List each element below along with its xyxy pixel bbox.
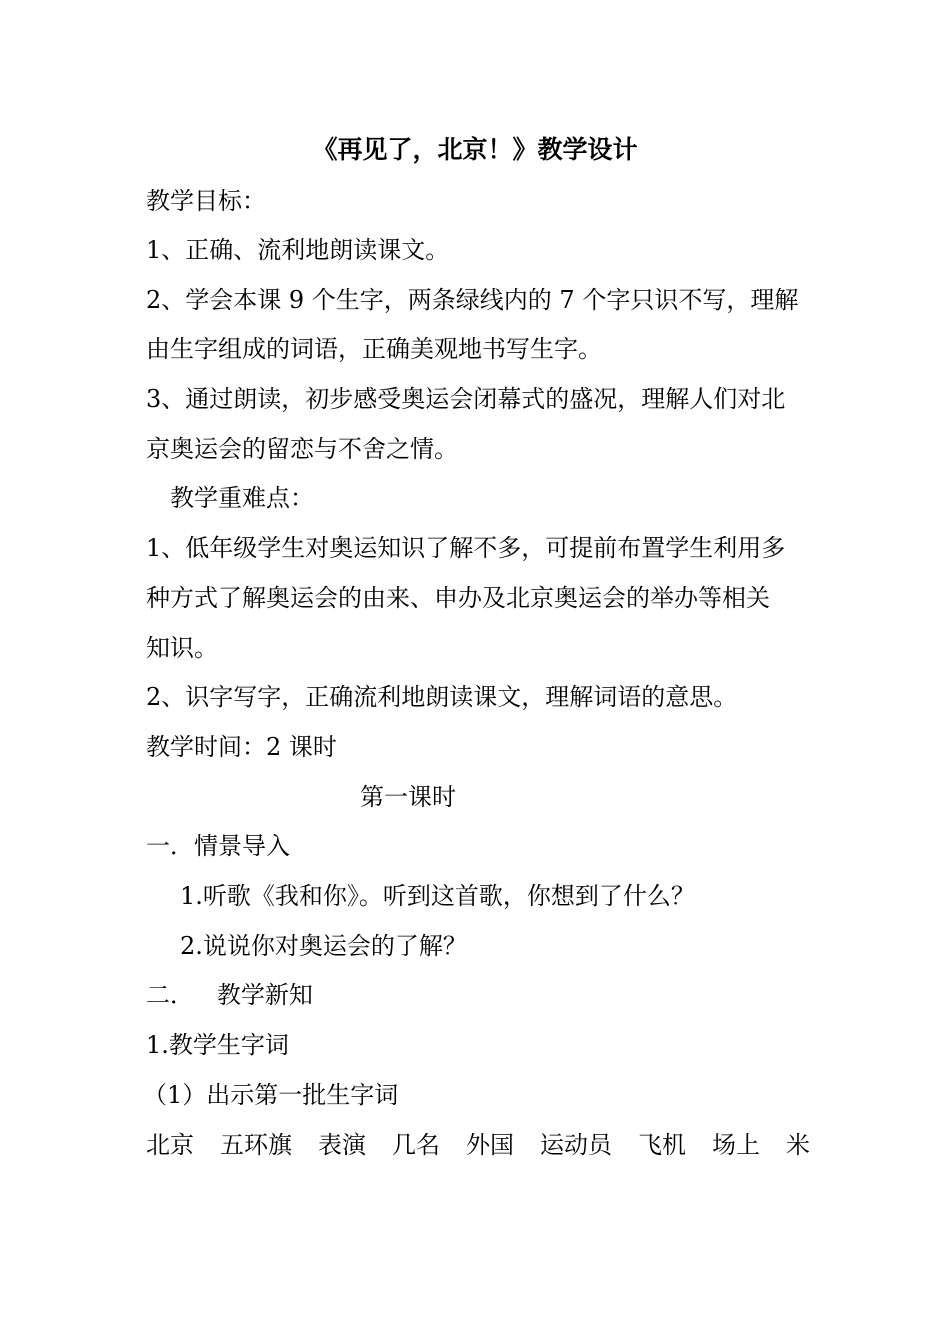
vocab-word: 几名 xyxy=(392,1131,440,1159)
teaching-time: 教学时间：2 课时 xyxy=(146,733,337,761)
vocab-word: 北京 xyxy=(146,1131,194,1159)
vocab-word: 飞机 xyxy=(638,1131,686,1159)
vocab-word: 表演 xyxy=(318,1131,366,1159)
section-2-item-1: 1.教学生字词 xyxy=(146,1031,289,1059)
vocab-list xyxy=(146,1127,826,1163)
section-2-sub-1: （1）出示第一批生字词 xyxy=(143,1081,399,1109)
objective-1: 1、正确、流利地朗读课文。 xyxy=(146,236,450,264)
lesson-heading: 第一课时 xyxy=(360,783,456,811)
objective-2-line-1: 2、学会本课 9 个生字，两条绿线内的 7 个字只识不写，理解 xyxy=(146,286,799,314)
section-1-heading: 一．情景导入 xyxy=(146,832,290,860)
vocab-word: 运动员 xyxy=(540,1131,612,1159)
section-1-item-2: 2.说说你对奥运会的了解？ xyxy=(180,932,467,960)
key-point-2: 2、识字写字，正确流利地朗读课文，理解词语的意思。 xyxy=(146,683,738,711)
section-2-heading: 二． 教学新知 xyxy=(146,981,313,1009)
objective-3-line-2: 京奥运会的留恋与不舍之情。 xyxy=(146,435,458,463)
section-1-item-1: 1.听歌《我和你》。听到这首歌，你想到了什么？ xyxy=(180,882,695,910)
document-title: 《再见了，北京！》教学设计 xyxy=(312,135,638,164)
key-point-1-line-2: 种方式了解奥运会的由来、申办及北京奥运会的举办等相关 xyxy=(146,584,770,612)
key-point-1-line-3: 知识。 xyxy=(146,634,218,662)
key-points-heading: 教学重难点： xyxy=(170,484,314,512)
vocab-word: 外国 xyxy=(466,1131,514,1159)
vocab-word: 五环旗 xyxy=(220,1131,292,1159)
objective-2-line-2: 由生字组成的词语，正确美观地书写生字。 xyxy=(146,335,602,363)
vocab-word: 场上 xyxy=(712,1131,760,1159)
vocab-word: 米 xyxy=(786,1131,810,1159)
objectives-heading: 教学目标： xyxy=(146,187,266,215)
key-point-1-line-1: 1、低年级学生对奥运知识了解不多，可提前布置学生利用多 xyxy=(146,534,786,562)
objective-3-line-1: 3、通过朗读，初步感受奥运会闭幕式的盛况，理解人们对北 xyxy=(146,385,786,413)
